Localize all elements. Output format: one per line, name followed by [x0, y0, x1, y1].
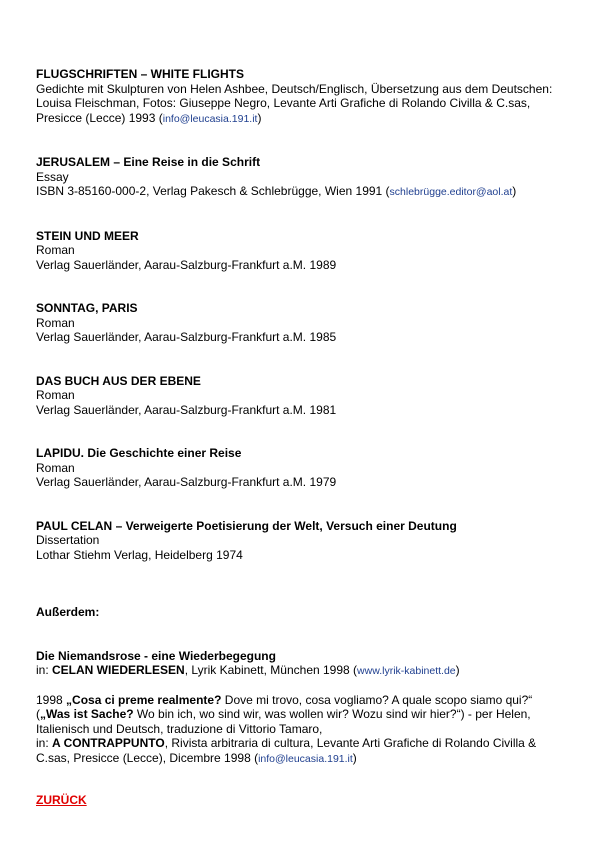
publication-title: A CONTRAPPUNTO [52, 736, 165, 750]
in-prefix: in: [36, 663, 53, 677]
book-line: Verlag Sauerländer, Aarau-Salzburg-Frankfurt a.M. 1985 [36, 330, 337, 344]
book-title-sub: – Eine Reise in die Schrift [110, 155, 261, 169]
website-link[interactable]: www.lyrik-kabinett.de [357, 665, 456, 677]
book-title: SONNTAG, PARIS [36, 301, 138, 315]
publication-details: , Rivista arbitraria di cultura, Levante Arti Grafiche di Rolando Civilla & [164, 736, 537, 750]
paren-open: ( [36, 707, 40, 721]
essay-source [36, 736, 566, 751]
paren-close: ) [257, 110, 262, 125]
book-line: Roman [36, 388, 75, 402]
essay-year: 1998 [36, 692, 67, 707]
back-link[interactable]: ZURÜCK [36, 793, 87, 807]
book-entry-jerusalem [36, 155, 566, 200]
essay-entry-cosa-ci-preme [36, 693, 566, 767]
book-title: STEIN UND MEER [36, 228, 139, 243]
book-line: Verlag Sauerländer, Aarau-Salzburg-Frankfurt a.M. 1981 [36, 402, 337, 417]
essay-line: Italienisch und Deutsch, traduzione di Vittorio Tamaro, [36, 721, 323, 736]
email-link[interactable]: info@leucasia.191.it [162, 112, 258, 125]
book-title [36, 519, 566, 534]
publication-title: CELAN WIEDERLESEN [52, 663, 185, 677]
book-line: Essay [36, 169, 69, 184]
essay-title-german: „Was ist Sache? [40, 707, 134, 721]
book-entry-flugschriften [36, 67, 566, 126]
section-heading-ausserdem: Außerdem: [36, 605, 100, 619]
book-title: LAPIDU. Die Geschichte einer Reise [36, 446, 242, 460]
essay-line [36, 707, 566, 722]
book-line: Verlag Sauerländer, Aarau-Salzburg-Frankfurt a.M. 1979 [36, 475, 337, 489]
book-line [36, 184, 566, 200]
book-entry-sonntag-paris [36, 301, 566, 345]
book-entry-buch-aus-der-ebene [36, 374, 566, 418]
publication-details: C.sas, Presicce (Lecce), Dicembre 1998 ( [36, 750, 259, 765]
book-title [36, 67, 566, 82]
paren-close: ) [455, 663, 460, 677]
essay-subtitle-german: Wo bin ich, wo sind wir, was wollen wir? Wozu sind wir hier?“) - per Helen, [133, 707, 531, 721]
email-link[interactable]: schlebrügge.editor@aol.at [389, 186, 513, 198]
book-line: Gedichte mit Skulpturen von Helen Ashbee, Deutsch/Englisch, Übersetzung aus dem Deutschen: [36, 81, 553, 96]
book-line: Louisa Fleischman, Fotos: Giuseppe Negro, Levante Arti Grafiche di Rolando Civilla & C.sas, [36, 96, 531, 110]
essay-entry-niemandsrose [36, 649, 566, 679]
book-title [36, 155, 566, 170]
book-title-sub: – Verweigerte Poetisierung der Welt, Versuch einer Deutung [112, 518, 457, 533]
book-title-sub: – WHITE FLIGHTS [137, 67, 244, 81]
book-entry-stein-und-meer [36, 229, 566, 273]
in-prefix: in: [36, 736, 53, 750]
paren-close: ) [352, 750, 357, 765]
essay-title: Die Niemandsrose - eine Wiederbegegung [36, 648, 276, 663]
book-line [36, 111, 566, 127]
book-line: Lothar Stiehm Verlag, Heidelberg 1974 [36, 547, 243, 562]
book-title: DAS BUCH AUS DER EBENE [36, 373, 201, 388]
essay-line [36, 693, 566, 708]
book-line: Roman [36, 315, 75, 330]
book-line-text: Presicce (Lecce) 1993 ( [36, 110, 163, 125]
book-entry-paul-celan [36, 519, 566, 563]
book-line-text: ISBN 3-85160-000-2, Verlag Pakesch & Schlebrügge, Wien 1991 ( [36, 184, 390, 198]
essay-line [36, 751, 566, 767]
book-line: Verlag Sauerländer, Aarau-Salzburg-Frankfurt a.M. 1989 [36, 257, 337, 272]
essay-subtitle-italian: Dove mi trovo, cosa vogliamo? A quale scopo siamo qui?“ [221, 692, 533, 707]
essay-source [36, 663, 566, 679]
paren-close: ) [512, 184, 517, 198]
essay-title-italian: „Cosa ci preme realmente? [66, 692, 222, 707]
book-line: Roman [36, 460, 75, 475]
publication-details: , Lyrik Kabinett, München 1998 ( [184, 663, 358, 677]
email-link[interactable]: info@leucasia.191.it [258, 752, 353, 765]
book-title-main: FLUGSCHRIFTEN [36, 67, 138, 81]
book-line: Roman [36, 243, 75, 257]
book-title-main: PAUL CELAN [36, 518, 113, 533]
document-body [36, 67, 566, 808]
book-entry-lapidu [36, 446, 566, 490]
book-title-main: JERUSALEM [36, 155, 111, 169]
book-line: Dissertation [36, 533, 100, 547]
